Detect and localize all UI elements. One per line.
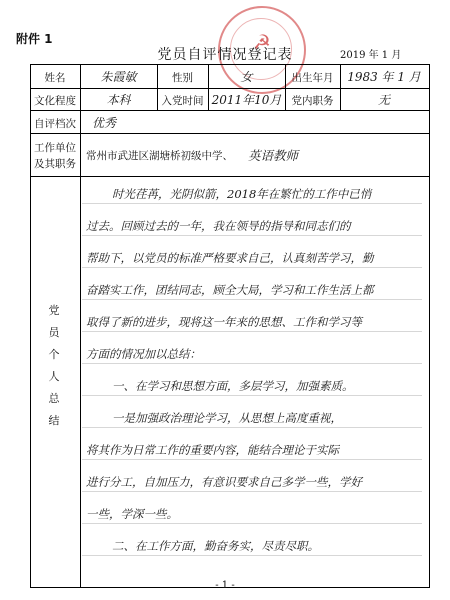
ruled-line	[82, 203, 422, 204]
summary-line: 奋踏实工作，团结同志，顾全大局，学习和工作生活上都	[86, 283, 374, 297]
attachment-label: 附件 1	[16, 32, 53, 46]
gender-label: 性别	[172, 72, 193, 84]
summary-label-char: 个	[48, 348, 60, 361]
summary-line: 取得了新的进步，现将这一年来的思想、工作和学习等	[86, 315, 362, 329]
ruled-line	[82, 427, 422, 428]
summary-line: 二、在工作方面，勤奋务实，尽责尽职。	[112, 539, 319, 553]
ruled-line	[82, 459, 422, 460]
row-divider	[30, 133, 429, 134]
summary-label-char: 员	[48, 326, 60, 339]
work-unit-label-line1: 工作单位	[34, 142, 76, 154]
summary-label-char: 人	[48, 370, 60, 383]
name-value: 朱霞敏	[100, 70, 137, 84]
seal-emblem-icon: ☭	[253, 30, 271, 54]
ruled-line	[82, 299, 422, 300]
gender-value: 女	[240, 70, 253, 84]
row-divider	[30, 110, 429, 111]
summary-line: 帮助下，以党员的标准严格要求自己，认真刻苦学习，勤	[86, 251, 374, 265]
name-label: 姓名	[44, 72, 66, 84]
ruled-line	[82, 395, 422, 396]
document-date: 2019 年 1 月	[340, 50, 402, 61]
page-number: - 1 -	[215, 580, 235, 591]
work-unit-label-line2: 及其职务	[34, 158, 76, 170]
self-eval-value: 优秀	[92, 116, 117, 130]
summary-line: 一、在学习和思想方面，多层学习，加强素质。	[112, 379, 354, 393]
ruled-line	[82, 523, 422, 524]
party-role-value: 无	[377, 93, 390, 107]
summary-line: 过去。回顾过去的一年，我在领导的指导和同志们的	[86, 219, 351, 233]
ruled-line	[82, 267, 422, 268]
birth-label: 出生年月	[291, 72, 334, 84]
row-divider	[30, 88, 429, 89]
summary-label-char: 结	[48, 414, 60, 427]
summary-label-char: 党	[48, 304, 60, 317]
column-divider	[80, 64, 81, 587]
summary-line: 进行分工，自加压力，有意识要求自己多学一些，学好	[86, 475, 362, 489]
summary-line: 将其作为日常工作的重要内容，能结合理论于实际	[86, 443, 339, 457]
summary-line: 方面的情况加以总结：	[86, 347, 201, 361]
summary-line: 一些，学深一些。	[86, 507, 178, 521]
join-date-label: 入党时间	[161, 95, 204, 107]
summary-label-char: 总	[48, 392, 60, 405]
party-role-label: 党内职务	[291, 95, 334, 107]
birth-value: 1983 年 1 月	[347, 70, 421, 84]
education-label: 文化程度	[34, 95, 76, 107]
row-divider	[30, 176, 429, 177]
ruled-line	[82, 235, 422, 236]
join-date-value: 2011年10月	[211, 93, 282, 107]
work-unit-printed: 常州市武进区湖塘桥初级中学、	[86, 150, 233, 162]
summary-label	[32, 300, 76, 432]
ruled-line	[82, 363, 422, 364]
ruled-line	[82, 555, 422, 556]
summary-line: 一是加强政治理论学习，从思想上高度重视，	[112, 411, 342, 425]
work-unit-handwritten: 英语教师	[248, 148, 299, 163]
education-value: 本科	[106, 93, 131, 107]
self-eval-label: 自评档次	[34, 118, 76, 130]
ruled-line	[82, 491, 422, 492]
document-title: 党员自评情况登记表	[157, 47, 293, 63]
summary-line: 时光荏苒，光阴似箭，2018年在繁忙的工作中已悄	[112, 187, 372, 201]
ruled-line	[82, 331, 422, 332]
